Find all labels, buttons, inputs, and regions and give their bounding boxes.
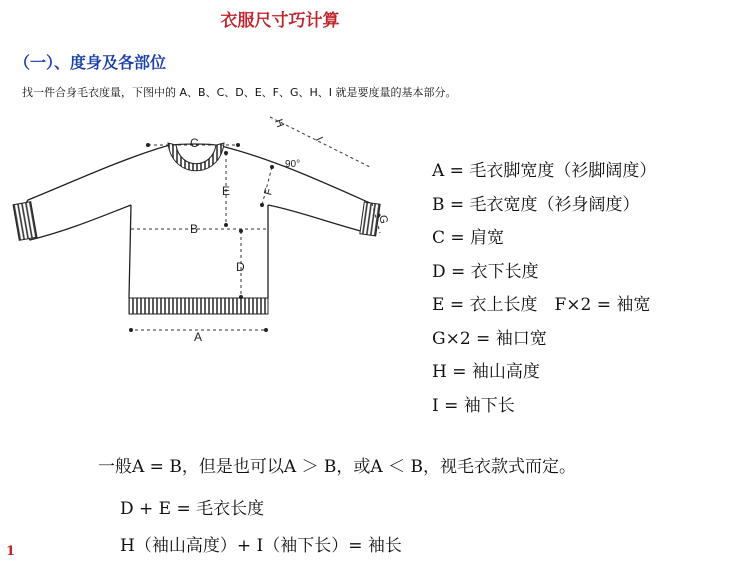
definition-i: I = 袖下长	[432, 395, 515, 416]
definition-e-f: E = 衣上长度 F×2 = 袖宽	[432, 295, 651, 315]
intro-text: 找一件合身毛衣度量，下图中的 A、B、C、D、E、F、G、H、I 就是要度量的基本部分。	[22, 86, 457, 99]
page-title: 衣服尺寸巧计算	[220, 11, 340, 31]
label-i: I	[312, 135, 325, 143]
label-h: H	[272, 117, 287, 130]
label-c: C	[190, 136, 199, 150]
notes	[98, 452, 576, 556]
label-a: A	[194, 330, 203, 344]
definition-g: G×2 = 袖口宽	[432, 328, 547, 349]
definition-c: C = 肩宽	[432, 228, 505, 248]
label-b: B	[190, 222, 199, 236]
left-cuff	[13, 202, 37, 241]
definition-h: H = 袖山高度	[432, 362, 540, 382]
definition-d: D = 衣下长度	[432, 261, 539, 282]
definition-b: B = 毛衣宽度（衫身阔度）	[432, 194, 640, 215]
label-e: E	[222, 184, 231, 198]
label-f: F	[262, 187, 276, 197]
label-angle: 90°	[285, 159, 301, 170]
label-d: D	[236, 260, 245, 274]
label-g: G	[376, 214, 390, 225]
page-number: 1	[6, 544, 16, 559]
definitions-list	[432, 155, 656, 423]
hem	[129, 298, 268, 314]
sweater-diagram	[0, 105, 400, 365]
section-heading: （一）、度身及各部位	[14, 53, 167, 72]
definition-a: A = 毛衣脚宽度（衫脚阔度）	[432, 161, 657, 181]
note-sleeve-length: H（袖山高度）+ I（袖下长）= 袖长	[120, 536, 402, 556]
note-a-b-relation: 一般A = B，但是也可以A ＞ B，或A ＜ B，视毛衣款式而定。	[98, 457, 576, 477]
note-sweater-length: D + E = 毛衣长度	[120, 499, 265, 519]
